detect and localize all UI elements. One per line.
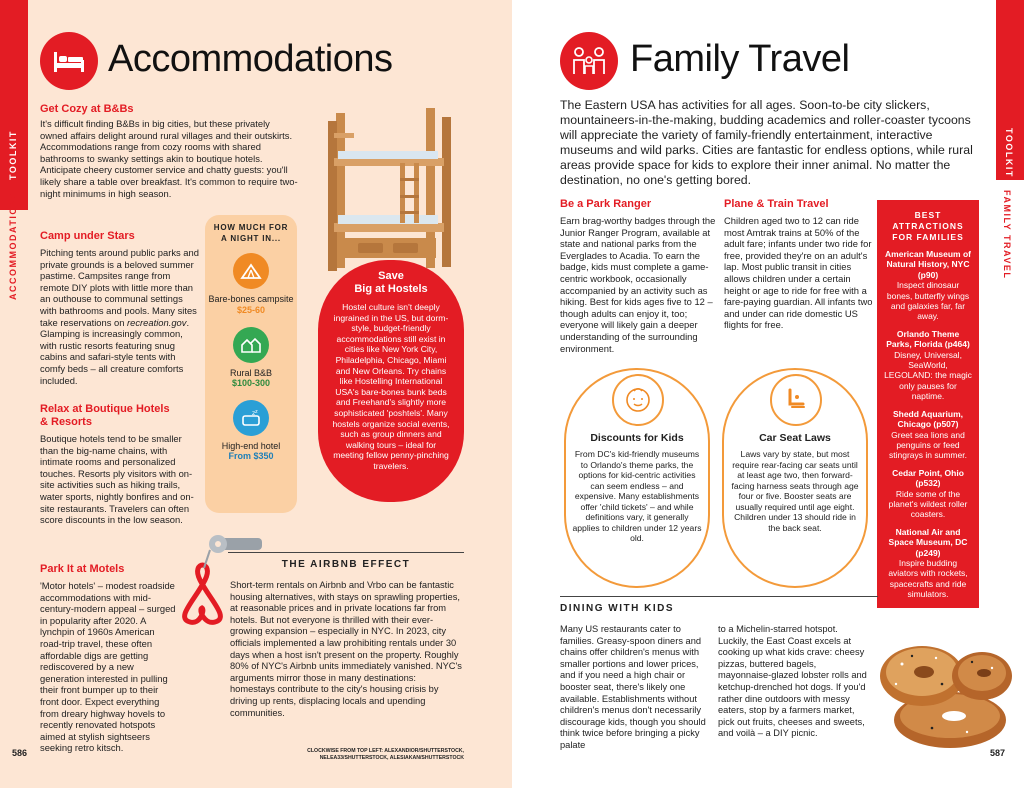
- baby-icon: [612, 374, 664, 426]
- camp-body: Pitching tents around public parks and private grounds is a beloved summer pastime. Campsites range from remote DIY plots with little more than an outhouse to communal settings with bathrooms and pools. Many sites take reservations on recreation.gov. Glamping is increasingly common, with rustic resorts featuring snug cabins and safari-style tents with comfy beds – all creature comforts included.: [40, 247, 199, 386]
- family-icon: [560, 32, 618, 90]
- attraction-name: Orlando Theme Parks, Florida (p464): [886, 328, 970, 350]
- houses-icon: [233, 327, 269, 363]
- attraction-item: [883, 409, 973, 461]
- price-box-heading: HOW MUCH FOR A NIGHT IN...: [213, 223, 289, 243]
- side-tab-right: [996, 0, 1024, 180]
- dining-body-col1: Many US restaurants cater to families. Greasy-spoon diners and chains offer children's menus with smaller portions and lower prices, and if you need a high chair or booster seat, there's likely one available. Establishments without children's menus don't necessarily discourage kids, though you should think twice before bringing a picky palate: [560, 624, 706, 750]
- airbnb-body: Short-term rentals on Airbnb and Vrbo can be fantastic housing alternatives, with stays on sprawling properties, at reasonable prices and in private locations far from hotels. But not everyone is thrilled with their ever-growing expansion – especially in NYC. In 2023, city officials implemented a law prohibiting rentals under 30 days when a host isn't present on the property. Roughly 80% of NYC's Airbnb units immediately vanished. NYC's arguments mirror those in many destinations: homestays contribute to the city's housing crisis by driving up rents, displacing locals and upending communities.: [230, 580, 462, 718]
- attraction-item: [883, 527, 973, 600]
- attraction-desc: Inspire budding aviators with rockets, spacecrafts and ride simulators.: [888, 557, 968, 600]
- dining-body-col2: to a Michelin-starred hotspot. Luckily, the East Coast excels at cooking up what kids crave: cheesy pizzas, buttered bagels, mayonnaise-glazed lobster rolls and ketchup-drenched hot dogs. If you'd rather dine outdoors with messy eaters, stop by a farmers market, pick out fruits, cheeses and sweets, and voilà – a DIY picnic.: [718, 624, 867, 739]
- discounts-body: From DC's kid-friendly museums to Orlando's theme parks, the options for kid-centric activities can seem endless – and expensive. Many establishments offer 'child tickets' – and while definitions vary, it generally applies to children under 12 years old.: [572, 449, 702, 543]
- plane-train-heading: Plane & Train Travel: [724, 198, 829, 210]
- park-ranger-heading: Be a Park Ranger: [560, 198, 652, 210]
- page-title: Accommodations: [108, 38, 393, 80]
- family-intro: The Eastern USA has activities for all ages. Soon-to-be city slickers, mountaineers-in-the-making, budding academics and roller-coaster tycoons will appreciate the variety of family-friendly entertainment, interactive museums and wild parks. Cities are fantastic for endless options, while rural areas provide space for kids to explore their inner animal. No matter the destination, no one's getting bored.: [560, 98, 973, 187]
- side-tab-toolkit-label-right: TOOLKIT: [1004, 128, 1014, 178]
- attraction-desc: Inspect dinosaur bones, butterfly wings and galaxies far, far away.: [886, 280, 970, 322]
- price-label-bnb: Rural B&B: [229, 368, 273, 378]
- price-value-hotel: From $350: [228, 451, 274, 461]
- car-seat-body: Laws vary by state, but most require rear-facing car seats until at least age two, then forward-facing harness seats through age four or five. Booster seats are usually required until age eight. Children under 13 should ride in the back seat.: [731, 449, 859, 533]
- attractions-box: [877, 200, 979, 608]
- attraction-item: [883, 329, 973, 402]
- camp-heading: Camp under Stars: [40, 230, 135, 242]
- bnb-heading: Get Cozy at B&Bs: [40, 103, 134, 115]
- attractions-list: [883, 249, 973, 600]
- airbnb-section: [228, 552, 464, 570]
- bed-sleep-icon: [233, 400, 269, 436]
- price-label-campsite: Bare-bones campsite: [208, 294, 294, 304]
- plane-train-body: Children aged two to 12 can ride most Amtrak trains at 50% of the adult fare; infants under two ride for free, provided they're on an adult's lap. Most public transit in cities allows children under a certain height or age to ride for free with a fare-paying guardian. All infants two and under can ride domestic US flights for free.: [724, 215, 873, 331]
- page-title-right: Family Travel: [630, 38, 850, 80]
- hostel-heading: Save Big at Hostels: [354, 270, 428, 295]
- attraction-name: Shedd Aquarium, Chicago (p507): [892, 408, 964, 430]
- price-box: [205, 215, 297, 513]
- boutique-body: Boutique hotels tend to be smaller than the big-name chains, with intimate rooms and personalized touches. Resorts ply visitors with on-site activities such as hiking trails, water sports, nightly bonfires and on-site restaurants. Travelers can often score discounts in the low season.: [40, 433, 194, 526]
- tent-icon: [233, 253, 269, 289]
- side-section-label: ACCOMMODATIONS: [8, 190, 18, 300]
- attraction-desc: Disney, Universal, SeaWorld, LEGOLAND: the magic only pauses for naptime.: [884, 349, 972, 402]
- boutique-heading: Relax at Boutique Hotels & Resorts: [40, 403, 170, 428]
- price-label-hotel: High-end hotel: [221, 441, 281, 451]
- attraction-name: National Air and Space Museum, DC (p249): [888, 526, 968, 558]
- attraction-name: Cedar Point, Ohio (p532): [892, 467, 964, 489]
- bunk-bed-image: [318, 103, 458, 273]
- motels-body: 'Motor hotels' – modest roadside accommodations with mid-century-modern appeal – surged in popularity after 2020. A lynchpin of 1960s American road-trip travel, these often affordable digs are getting rediscovered by a new generation interested in pulling their front bumper up to their front door. Expect everything from dreary highway hovels to recently renovated hotspots aimed at stylish sightseers seeking retro kitsch.: [40, 580, 176, 754]
- side-tab-toolkit-label: TOOLKIT: [8, 130, 18, 180]
- dining-heading: DINING WITH KIDS: [560, 603, 674, 614]
- attraction-item: [883, 249, 973, 322]
- right-page: [512, 0, 1024, 788]
- attraction-desc: Greet sea lions and penguins or feed stingrays in summer.: [889, 429, 967, 461]
- attraction-desc: Ride some of the planet's wildest roller coasters.: [888, 488, 968, 520]
- hostel-body: Hostel culture isn't deeply ingrained in the US, but dorm-style, budget-friendly accommodations still exist in cities like New York City, Philadelphia, Chicago, Miami and New Orleans. Try chains like Hostelling International USA's bare-bones bunk beds and Freehand's slightly more sophisticated 'poshtels'. Many hostels organize social events, such as group dinners and walking tours – ideal for meeting fellow penny-pinching travelers.: [332, 302, 450, 471]
- attraction-name: American Museum of Natural History, NYC (p90): [885, 249, 971, 280]
- side-tab-left: [0, 0, 28, 210]
- page-number-right: 587: [990, 748, 1006, 758]
- price-value-campsite: $25-60: [236, 305, 266, 315]
- car-seat-icon: [770, 374, 822, 426]
- hostel-box: [318, 260, 464, 502]
- svg-text:z: z: [252, 410, 256, 417]
- motels-heading: Park It at Motels: [40, 563, 125, 575]
- svg-text:z: z: [255, 409, 258, 415]
- attraction-item: [883, 468, 973, 520]
- dining-section: [560, 596, 878, 614]
- car-seat-heading: Car Seat Laws: [759, 432, 831, 444]
- park-ranger-body: Earn brag-worthy badges through the Junior Ranger Program, available at state and national parks from the Everglades to Acadia. To earn the badge, kids must complete a game-centric workbook, occasionally accompanied by an activity such as hiking. Best for kids ages five to 12 – though adults can enjoy it, too; everyone will likely gain a deeper understanding of the surrounding environment.: [560, 215, 716, 354]
- discounts-heading: Discounts for Kids: [590, 432, 684, 444]
- airbnb-heading: THE AIRBNB EFFECT: [281, 559, 411, 570]
- bed-icon: [40, 32, 98, 90]
- attractions-heading: BEST ATTRACTIONS FOR FAMILIES: [892, 210, 964, 242]
- bnb-body: It's difficult finding B&Bs in big cities, but these privately owned affairs delight around rural villages and their outskirts. Accommodations range from cozy rooms with shared bathrooms to swanky settings akin to boutique hotels. Anticipate cheery customer service and chatty guests: you'll likely share a table over breakfast. It's common to require two-night minimums in high season.: [40, 118, 298, 199]
- price-value-bnb: $100-300: [231, 378, 271, 388]
- side-section-label-right: FAMILY TRAVEL: [1002, 190, 1012, 280]
- photo-credits: CLOCKWISE FROM TOP LEFT: ALEXANDIOR/SHUTTERSTOCK, NELEA33/SHUTTERSTOCK, ALESIAKAN/SHUTTERSTOCK: [307, 748, 464, 761]
- page-number-left: 586: [12, 748, 28, 758]
- bagels-image: [872, 628, 1012, 758]
